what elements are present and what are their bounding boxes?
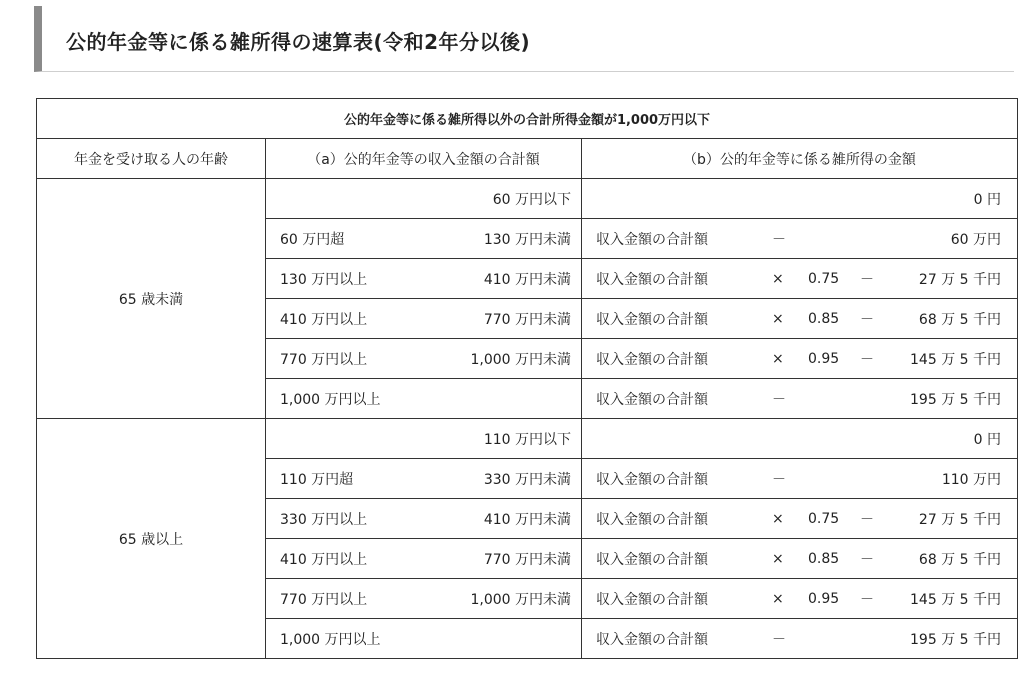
income-range-cell (266, 179, 582, 219)
income-amount-cell (582, 379, 1018, 419)
income-formula (582, 589, 1017, 609)
income-range-cell (266, 539, 582, 579)
income-range (266, 429, 581, 449)
range-to: 60 万円以下 (492, 191, 571, 208)
formula-result: 145 万 5 千円 (910, 351, 1001, 368)
formula-label: 収入金額の合計額 (596, 311, 708, 328)
range-from: 110 万円超 (280, 471, 354, 488)
formula-label: 収入金額の合計額 (596, 511, 708, 528)
formula-result: 195 万 5 千円 (910, 631, 1001, 648)
formula-label: 収入金額の合計額 (596, 271, 708, 288)
income-formula (582, 549, 1017, 569)
income-range (266, 629, 581, 649)
page-title: 公的年金等に係る雑所得の速算表(令和2年分以後) (66, 30, 531, 54)
range-to: 770 万円未満 (483, 311, 571, 328)
income-range-cell (266, 579, 582, 619)
income-amount-cell (582, 539, 1018, 579)
range-to: 410 万円未満 (483, 511, 571, 528)
income-amount-cell (582, 219, 1018, 259)
range-to: 410 万円未満 (483, 271, 571, 288)
range-to: 330 万円未満 (483, 471, 571, 488)
formula-minus: － (860, 311, 874, 328)
income-range (266, 309, 581, 329)
income-formula (582, 269, 1017, 289)
formula-label: 収入金額の合計額 (596, 591, 708, 608)
income-range (266, 509, 581, 529)
income-amount-cell (582, 259, 1018, 299)
income-range-cell (266, 499, 582, 539)
formula-operator: × (772, 350, 784, 367)
income-range-cell (266, 459, 582, 499)
income-amount-cell (582, 339, 1018, 379)
formula-minus: － (860, 591, 874, 608)
income-range-cell (266, 619, 582, 659)
formula-result: 68 万 5 千円 (918, 551, 1001, 568)
formula-result: 60 万円 (950, 231, 1001, 248)
income-amount-cell (582, 419, 1018, 459)
formula-factor: 0.95 (808, 350, 840, 367)
table-row (37, 179, 1018, 219)
income-range (266, 589, 581, 609)
range-from: 770 万円以上 (280, 351, 368, 368)
formula-factor: 0.75 (808, 270, 840, 287)
age-group-cell: 65 歳以上 (37, 419, 266, 659)
pension-income-table (36, 98, 1018, 659)
range-from: 410 万円以上 (280, 551, 368, 568)
range-to: 110 万円以下 (483, 431, 571, 448)
formula-result: 27 万 5 千円 (918, 511, 1001, 528)
range-from: 1,000 万円以上 (280, 631, 381, 648)
range-from: 60 万円超 (280, 231, 345, 248)
income-formula (582, 509, 1017, 529)
formula-operator: × (772, 510, 784, 527)
income-range-cell (266, 219, 582, 259)
formula-label: 収入金額の合計額 (596, 631, 708, 648)
formula-factor: 0.95 (808, 590, 840, 607)
income-range-cell (266, 379, 582, 419)
formula-label: 収入金額の合計額 (596, 231, 708, 248)
income-formula (582, 629, 1017, 649)
income-amount-cell (582, 179, 1018, 219)
range-from: 330 万円以上 (280, 511, 368, 528)
formula-operator: × (772, 590, 784, 607)
formula-operator: × (772, 270, 784, 287)
range-from: 770 万円以上 (280, 591, 368, 608)
range-to: 770 万円未満 (483, 551, 571, 568)
income-amount-cell (582, 579, 1018, 619)
income-range-cell (266, 419, 582, 459)
range-to: 130 万円未満 (483, 231, 571, 248)
range-to: 1,000 万円未満 (470, 591, 571, 608)
formula-label: 収入金額の合計額 (596, 351, 708, 368)
age-group-cell: 65 歳未満 (37, 179, 266, 419)
formula-factor: 0.85 (808, 550, 840, 567)
income-amount-cell (582, 499, 1018, 539)
range-to: 1,000 万円未満 (470, 351, 571, 368)
income-range (266, 229, 581, 249)
income-formula (582, 229, 1017, 249)
table-body (37, 99, 1018, 659)
header-row (37, 139, 1018, 179)
formula-operator: － (772, 471, 786, 488)
formula-minus: － (860, 271, 874, 288)
condition-cell: 公的年金等に係る雑所得以外の合計所得金額が1,000万円以下 (37, 99, 1018, 139)
formula-minus: － (860, 351, 874, 368)
formula-label: 収入金額の合計額 (596, 551, 708, 568)
formula-operator: － (772, 631, 786, 648)
range-from: 130 万円以上 (280, 271, 368, 288)
condition-row (37, 99, 1018, 139)
formula-minus: － (860, 551, 874, 568)
formula-operator: － (772, 231, 786, 248)
formula-operator: － (772, 391, 786, 408)
income-formula (582, 389, 1017, 409)
income-range (266, 189, 581, 209)
formula-result: 0 円 (973, 191, 1001, 208)
formula-result: 27 万 5 千円 (918, 271, 1001, 288)
formula-label: 収入金額の合計額 (596, 391, 708, 408)
income-range-cell (266, 339, 582, 379)
income-formula (582, 469, 1017, 489)
table-row (37, 419, 1018, 459)
income-range (266, 469, 581, 489)
header-income: （a）公的年金等の収入金額の合計額 (266, 139, 582, 179)
income-formula (582, 349, 1017, 369)
formula-factor: 0.85 (808, 310, 840, 327)
income-range (266, 349, 581, 369)
income-range (266, 389, 581, 409)
income-formula (582, 309, 1017, 329)
formula-factor: 0.75 (808, 510, 840, 527)
formula-label: 収入金額の合計額 (596, 471, 708, 488)
income-formula (582, 429, 1017, 449)
formula-operator: × (772, 310, 784, 327)
section-heading (34, 6, 1014, 72)
income-amount-cell (582, 299, 1018, 339)
formula-result: 145 万 5 千円 (910, 591, 1001, 608)
header-amount: （b）公的年金等に係る雑所得の金額 (582, 139, 1018, 179)
income-range (266, 269, 581, 289)
header-age: 年金を受け取る人の年齢 (37, 139, 266, 179)
formula-result: 0 円 (973, 431, 1001, 448)
formula-result: 68 万 5 千円 (918, 311, 1001, 328)
income-range (266, 549, 581, 569)
income-range-cell (266, 259, 582, 299)
formula-operator: × (772, 550, 784, 567)
income-amount-cell (582, 459, 1018, 499)
formula-result: 110 万円 (941, 471, 1001, 488)
income-amount-cell (582, 619, 1018, 659)
formula-result: 195 万 5 千円 (910, 391, 1001, 408)
range-from: 410 万円以上 (280, 311, 368, 328)
formula-minus: － (860, 511, 874, 528)
income-range-cell (266, 299, 582, 339)
range-from: 1,000 万円以上 (280, 391, 381, 408)
income-formula (582, 189, 1017, 209)
